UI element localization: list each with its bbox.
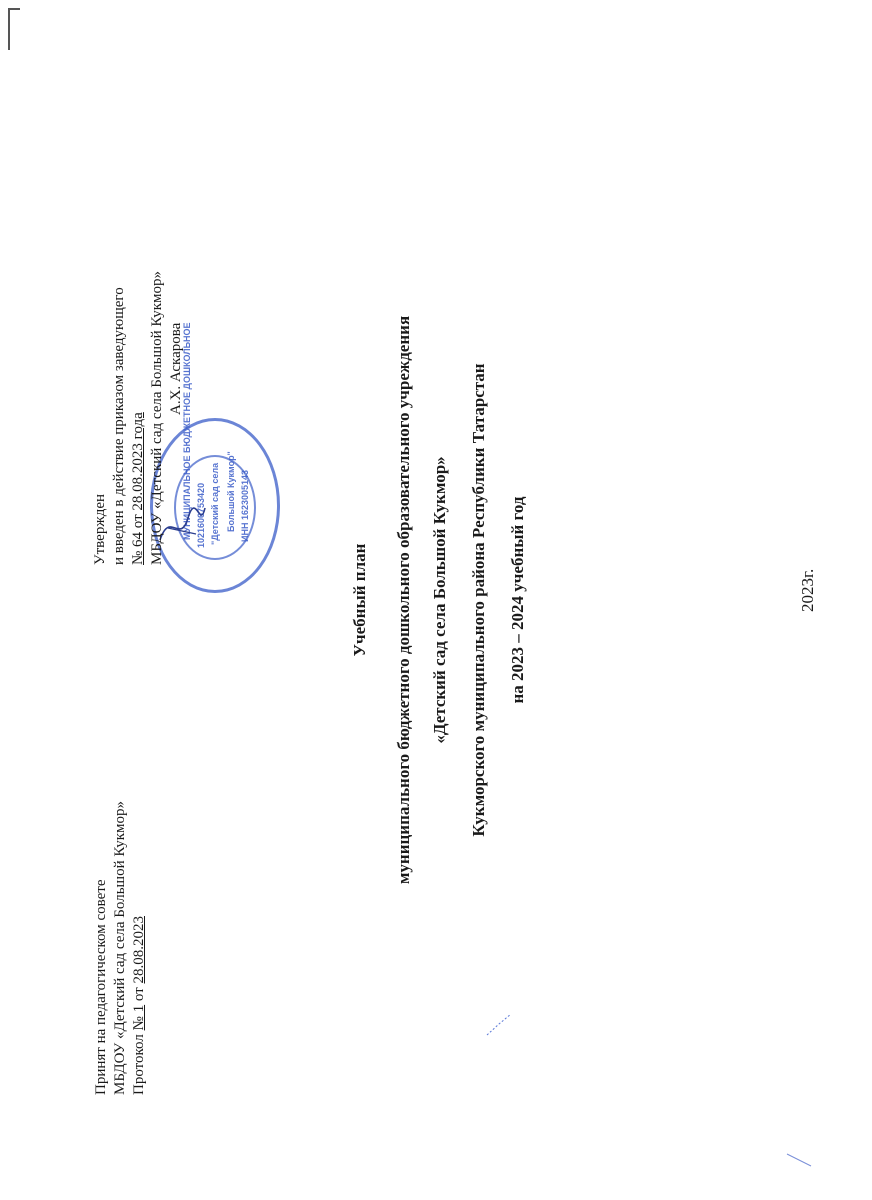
seal-text-5: ИНН 1623005143 <box>240 469 250 542</box>
seal-text-4: Большой Кукмор" <box>226 451 236 532</box>
institution-type: муниципального бюджетного дошкольного образовательного учреждения <box>394 315 413 885</box>
title-block <box>338 100 528 1100</box>
accepted-block <box>92 801 149 1095</box>
academic-year: на 2023 – 2024 учебный год <box>508 496 527 704</box>
institution-region: Кукморского муниципального района Республики Татарстан <box>469 363 488 837</box>
accepted-line-2: МБДОУ «Детский сад села Большой Кукмор» <box>112 800 128 1095</box>
seal-text-1: МУНИЦИПАЛЬНОЕ БЮДЖЕТНОЕ ДОШКОЛЬНОЕ <box>182 322 192 540</box>
seal-text-2: 1021606753420 <box>196 482 206 548</box>
document-title: Учебный план <box>350 543 369 657</box>
approved-line-4: МБДОУ «Детский сад села Большой Кукмор» <box>149 270 165 565</box>
protocol-date-label: от <box>131 983 147 1005</box>
scan-speck-2 <box>785 1150 815 1170</box>
approved-line-1: Утвержден <box>92 493 108 565</box>
document-year: 2023г. <box>798 568 817 612</box>
scan-speck <box>485 1010 515 1040</box>
accepted-line-1: Принят на педагогическом совете <box>93 879 109 1095</box>
institution-name: «Детский сад села Большой Кукмор» <box>430 456 449 744</box>
protocol-date: 28.08.2023 <box>131 916 147 984</box>
accepted-line-3 <box>130 801 149 1095</box>
seal-text-3: "Детский сад села <box>210 462 220 545</box>
approved-line-2: и введен в действие приказом заведующего <box>111 287 127 565</box>
approved-block <box>91 271 186 565</box>
protocol-number: № 1 <box>131 1004 147 1031</box>
protocol-label: Протокол <box>131 1030 147 1095</box>
scan-corner-mark <box>8 8 20 50</box>
approved-line-3: № 64 от 28.08.2023 года <box>130 412 146 565</box>
approved-line-5: А.Х. Аскарова <box>168 322 184 415</box>
